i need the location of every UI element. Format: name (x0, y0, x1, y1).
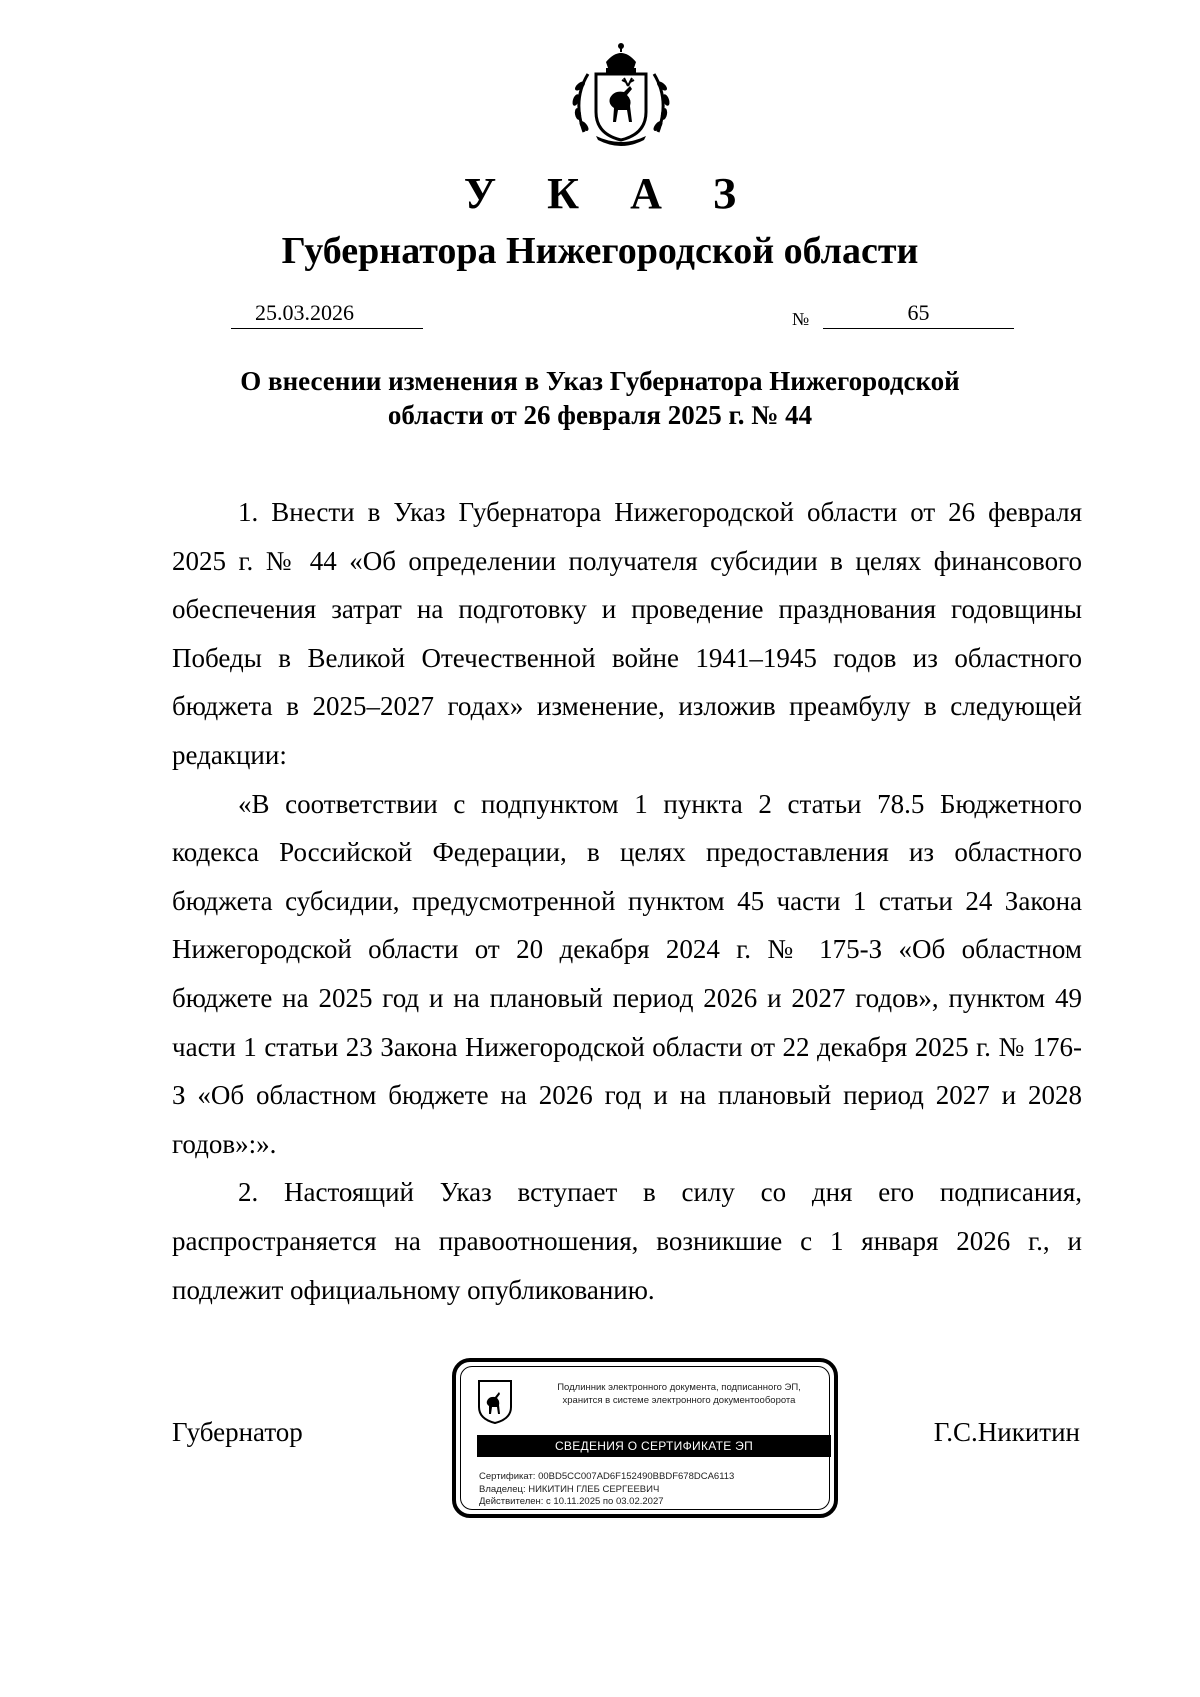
paragraph-preamble-quote: «В соответствии с подпунктом 1 пункта 2 статьи 78.5 Бюджетного кодекса Российской Федерации, в целях предоставления из областного бюджета субсидии, предусмотренной пунктом 45 части 1 статьи 24 Закона Нижегородской области от 20 декабря 2024 г. № 175-З «Об областном бюджете на 2025 год и на плановый период 2026 и 2027 годов», пунктом 49 части 1 статьи 23 Закона Нижегородской области от 22 декабря 2025 г. № 176-З «Об областном бюджете на 2026 год и на плановый период 2027 и 2028 годов»:». (172, 788, 1082, 1159)
signatory-role: Губернатор (172, 1417, 303, 1447)
certificate-details (479, 1471, 829, 1509)
stamp-note-line-2: хранится в системе электронного документооборота (562, 1395, 796, 1406)
coat-of-arms-emblem (566, 40, 676, 150)
paragraph-1: 1. Внести в Указ Губернатора Нижегородской области от 26 февраля 2025 г. № 44 «Об определении получателя субсидии в целях финансового обеспечения затрат на подготовку и проведение празднования годовщины Победы в Великой Отечественной войне 1941–1945 годов из областного бюджета в 2025–2027 годах» изменение, изложив преамбулу в следующей редакции: (172, 497, 1082, 770)
electronic-signature-stamp (452, 1358, 838, 1518)
document-date-field (231, 300, 423, 329)
stamp-inner-border (460, 1366, 830, 1510)
document-heading-line-1: О внесении изменения в Указ Губернатора Нижегородской (240, 366, 960, 396)
signatory-name: Г.С.Никитин (933, 1417, 1080, 1447)
document-type-title: У К А З (463, 169, 757, 218)
certificate-serial: Сертификат: 00BD5CC007AD6F152490BBDF678DCA6113 (479, 1471, 735, 1482)
document-heading (0, 364, 1200, 432)
document-number: 65 (823, 300, 1014, 329)
certificate-info-banner: СВЕДЕНИЯ О СЕРТИФИКАТЕ ЭП (477, 1435, 831, 1457)
document-body (172, 488, 1082, 1314)
document-heading-line-2: области от 26 февраля 2025 г. № 44 (387, 400, 813, 430)
issuer-subtitle: Губернатора Нижегородской области (281, 230, 919, 272)
certificate-owner: Владелец: НИКИТИН ГЛЕБ СЕРГЕЕВИЧ (479, 1483, 660, 1495)
certificate-validity: Действителен: с 10.11.2025 по 03.02.2027 (479, 1496, 664, 1507)
document-date: 25.03.2026 (255, 300, 354, 325)
paragraph-2: 2. Настоящий Указ вступает в силу со дня его подписания, распространяется на правоотношения, возникшие с 1 января 2026 г., и подлежит официальному опубликованию. (172, 1177, 1082, 1305)
deer-shield-icon (477, 1379, 513, 1425)
number-sign: № (792, 309, 810, 329)
stamp-note-line-1: Подлинник электронного документа, подписанного ЭП, (557, 1382, 801, 1393)
stamp-note (529, 1381, 829, 1407)
